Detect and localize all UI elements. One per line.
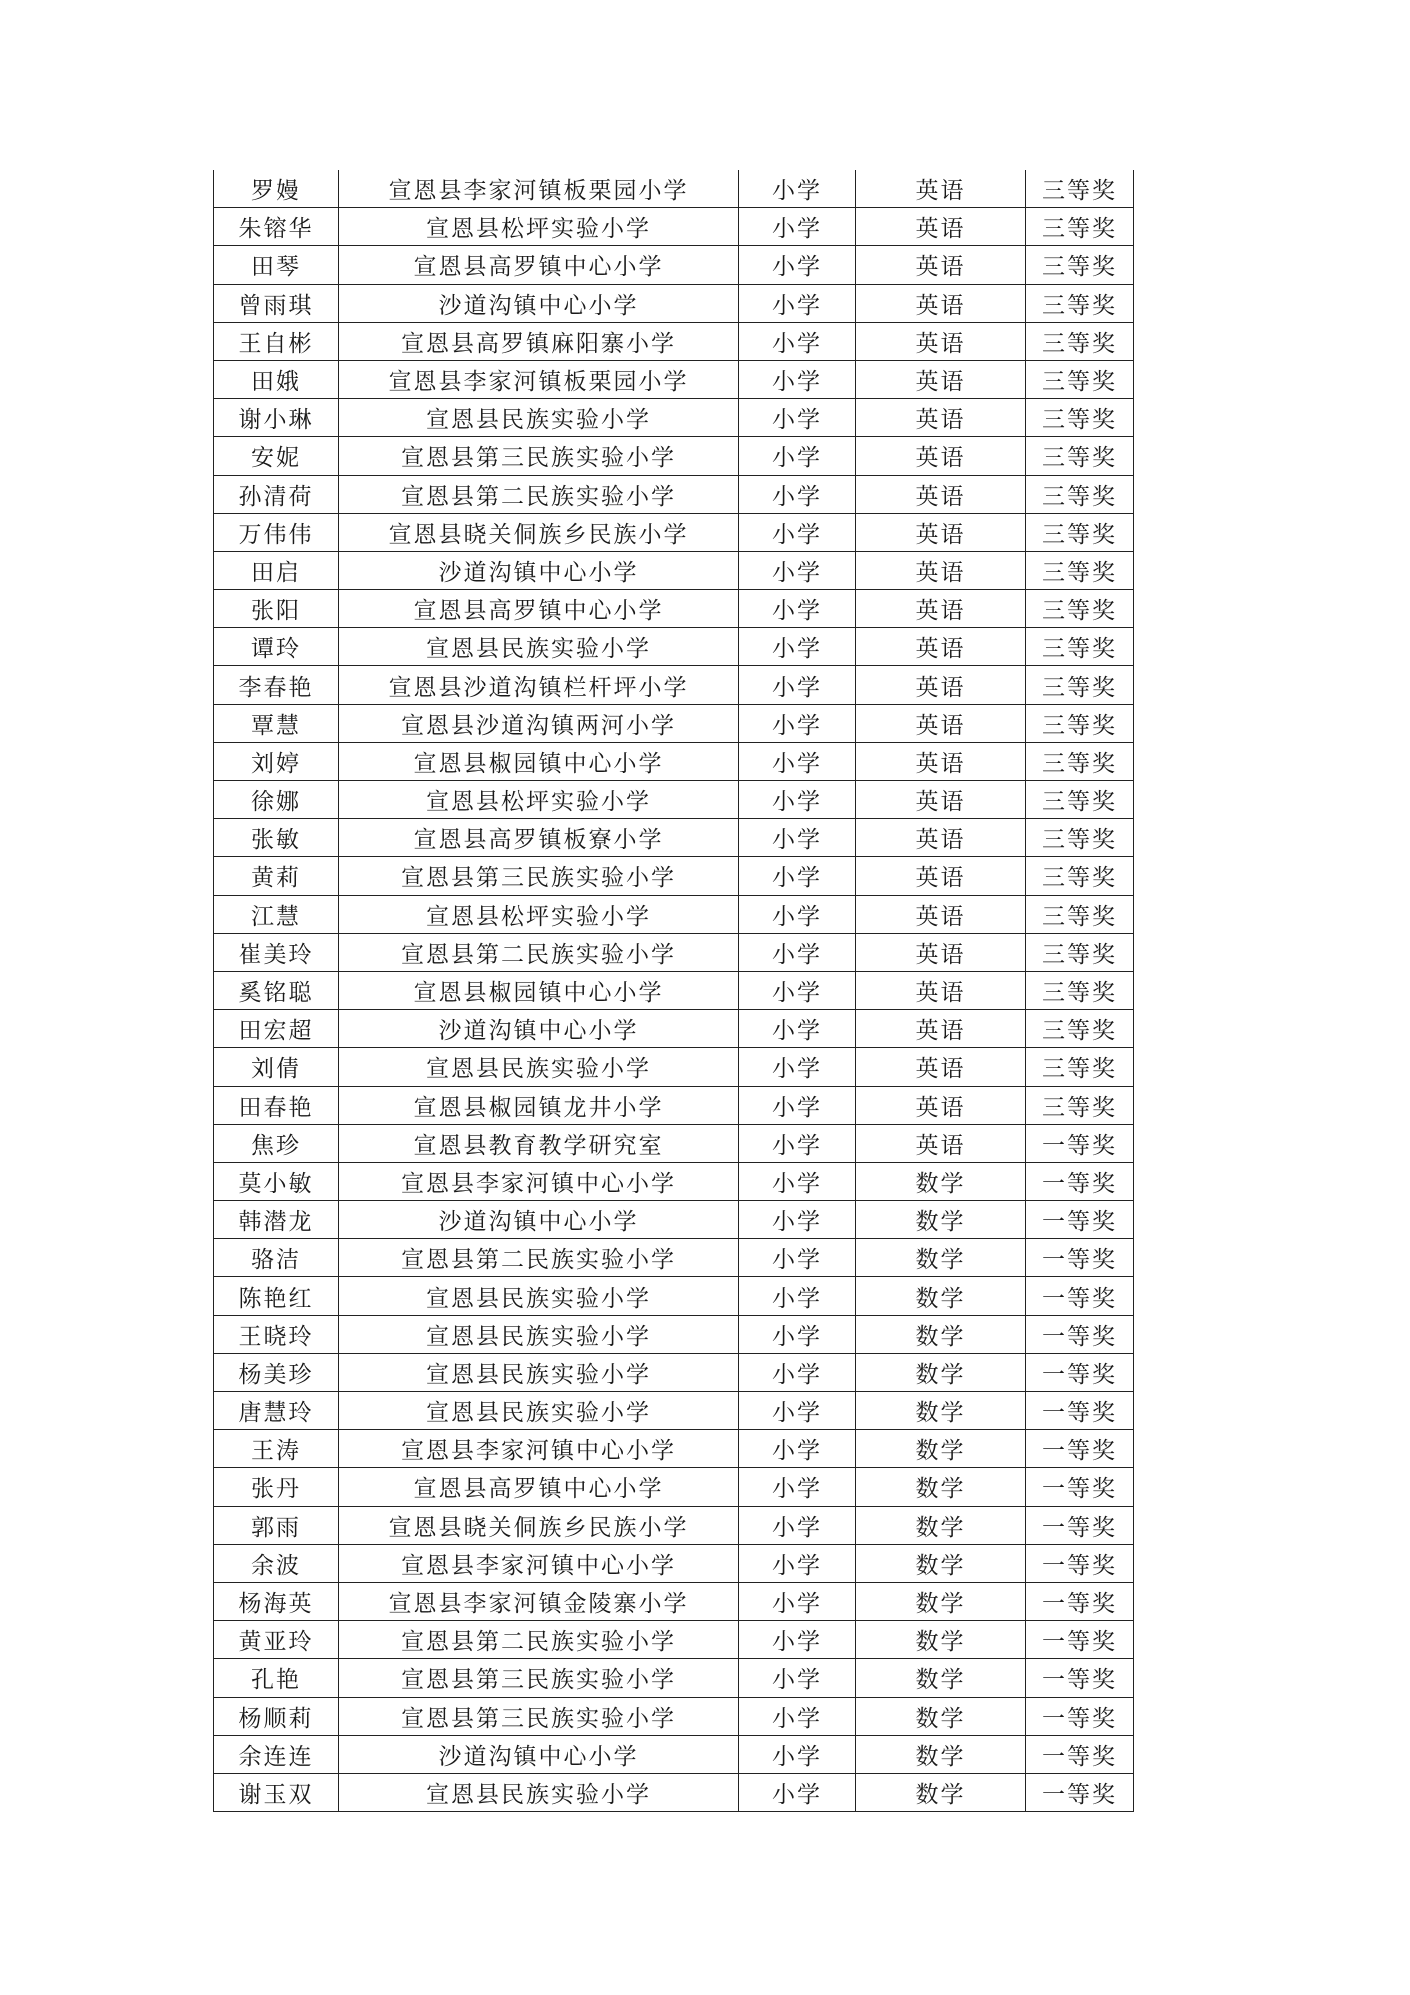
school-cell: 宣恩县民族实验小学 <box>339 1353 739 1391</box>
subject-cell: 英语 <box>856 971 1026 1009</box>
subject-cell: 数学 <box>856 1239 1026 1277</box>
school-level-cell: 小学 <box>739 1582 856 1620</box>
subject-cell: 数学 <box>856 1201 1026 1239</box>
award-cell: 一等奖 <box>1026 1544 1134 1582</box>
award-cell: 三等奖 <box>1026 1086 1134 1124</box>
school-level-cell: 小学 <box>739 590 856 628</box>
school-cell: 宣恩县第三民族实验小学 <box>339 857 739 895</box>
school-level-cell: 小学 <box>739 1773 856 1811</box>
school-cell: 沙道沟镇中心小学 <box>339 1735 739 1773</box>
teacher-name-cell: 韩潜龙 <box>214 1201 339 1239</box>
teacher-name-cell: 江慧 <box>214 895 339 933</box>
subject-cell: 英语 <box>856 475 1026 513</box>
table-row <box>214 551 1134 589</box>
school-cell: 宣恩县李家河镇中心小学 <box>339 1430 739 1468</box>
teacher-name-cell: 孙清荷 <box>214 475 339 513</box>
award-cell: 三等奖 <box>1026 781 1134 819</box>
school-cell: 宣恩县晓关侗族乡民族小学 <box>339 1506 739 1544</box>
table-row <box>214 1277 1134 1315</box>
school-level-cell: 小学 <box>739 1201 856 1239</box>
teacher-name-cell: 田娥 <box>214 360 339 398</box>
school-level-cell: 小学 <box>739 933 856 971</box>
table-row <box>214 1621 1134 1659</box>
teacher-name-cell: 郭雨 <box>214 1506 339 1544</box>
award-cell: 一等奖 <box>1026 1582 1134 1620</box>
teacher-name-cell: 田启 <box>214 551 339 589</box>
award-cell: 三等奖 <box>1026 704 1134 742</box>
school-level-cell: 小学 <box>739 1239 856 1277</box>
school-cell: 宣恩县晓关侗族乡民族小学 <box>339 513 739 551</box>
school-cell: 宣恩县李家河镇板栗园小学 <box>339 170 739 208</box>
teacher-name-cell: 刘婷 <box>214 742 339 780</box>
school-level-cell: 小学 <box>739 1162 856 1200</box>
award-cell: 三等奖 <box>1026 666 1134 704</box>
subject-cell: 数学 <box>856 1468 1026 1506</box>
school-level-cell: 小学 <box>739 1315 856 1353</box>
subject-cell: 英语 <box>856 322 1026 360</box>
award-cell: 一等奖 <box>1026 1201 1134 1239</box>
award-cell: 一等奖 <box>1026 1353 1134 1391</box>
subject-cell: 英语 <box>856 208 1026 246</box>
award-cell: 一等奖 <box>1026 1315 1134 1353</box>
subject-cell: 英语 <box>856 551 1026 589</box>
award-cell: 三等奖 <box>1026 933 1134 971</box>
subject-cell: 英语 <box>856 666 1026 704</box>
teacher-name-cell: 陈艳红 <box>214 1277 339 1315</box>
subject-cell: 英语 <box>856 1086 1026 1124</box>
award-cell: 一等奖 <box>1026 1239 1134 1277</box>
school-cell: 沙道沟镇中心小学 <box>339 1010 739 1048</box>
subject-cell: 数学 <box>856 1773 1026 1811</box>
subject-cell: 英语 <box>856 590 1026 628</box>
table-row <box>214 1430 1134 1468</box>
table-row <box>214 1048 1134 1086</box>
subject-cell: 数学 <box>856 1621 1026 1659</box>
teacher-name-cell: 杨海英 <box>214 1582 339 1620</box>
table-row <box>214 1201 1134 1239</box>
school-level-cell: 小学 <box>739 360 856 398</box>
table-row <box>214 1315 1134 1353</box>
award-cell: 一等奖 <box>1026 1162 1134 1200</box>
school-cell: 宣恩县李家河镇金陵寨小学 <box>339 1582 739 1620</box>
teacher-name-cell: 奚铭聪 <box>214 971 339 1009</box>
school-cell: 宣恩县松坪实验小学 <box>339 895 739 933</box>
teacher-name-cell: 莫小敏 <box>214 1162 339 1200</box>
school-cell: 宣恩县第三民族实验小学 <box>339 1659 739 1697</box>
teacher-name-cell: 张阳 <box>214 590 339 628</box>
teacher-name-cell: 田宏超 <box>214 1010 339 1048</box>
teacher-name-cell: 曾雨琪 <box>214 284 339 322</box>
school-cell: 沙道沟镇中心小学 <box>339 284 739 322</box>
award-cell: 一等奖 <box>1026 1506 1134 1544</box>
subject-cell: 英语 <box>856 628 1026 666</box>
award-cell: 一等奖 <box>1026 1430 1134 1468</box>
school-level-cell: 小学 <box>739 857 856 895</box>
award-cell: 三等奖 <box>1026 208 1134 246</box>
table-row <box>214 1468 1134 1506</box>
school-level-cell: 小学 <box>739 704 856 742</box>
award-cell: 三等奖 <box>1026 551 1134 589</box>
teacher-name-cell: 余连连 <box>214 1735 339 1773</box>
school-level-cell: 小学 <box>739 781 856 819</box>
teacher-name-cell: 刘倩 <box>214 1048 339 1086</box>
award-cell: 三等奖 <box>1026 971 1134 1009</box>
teacher-name-cell: 谭玲 <box>214 628 339 666</box>
table-row <box>214 1659 1134 1697</box>
table-row <box>214 819 1134 857</box>
school-cell: 宣恩县民族实验小学 <box>339 1773 739 1811</box>
award-cell: 三等奖 <box>1026 742 1134 780</box>
school-cell: 宣恩县民族实验小学 <box>339 1315 739 1353</box>
school-level-cell: 小学 <box>739 208 856 246</box>
school-cell: 宣恩县第二民族实验小学 <box>339 1621 739 1659</box>
school-cell: 宣恩县李家河镇中心小学 <box>339 1162 739 1200</box>
teacher-name-cell: 谢小琳 <box>214 399 339 437</box>
school-level-cell: 小学 <box>739 895 856 933</box>
award-cell: 三等奖 <box>1026 284 1134 322</box>
table-row <box>214 933 1134 971</box>
subject-cell: 英语 <box>856 437 1026 475</box>
subject-cell: 数学 <box>856 1659 1026 1697</box>
school-level-cell: 小学 <box>739 1392 856 1430</box>
award-cell: 一等奖 <box>1026 1468 1134 1506</box>
award-cell: 三等奖 <box>1026 590 1134 628</box>
teacher-name-cell: 田春艳 <box>214 1086 339 1124</box>
table-row <box>214 666 1134 704</box>
table-row <box>214 208 1134 246</box>
school-cell: 宣恩县第三民族实验小学 <box>339 1697 739 1735</box>
table-row <box>214 590 1134 628</box>
table-row <box>214 1697 1134 1735</box>
school-level-cell: 小学 <box>739 1735 856 1773</box>
award-cell: 三等奖 <box>1026 399 1134 437</box>
award-cell: 三等奖 <box>1026 819 1134 857</box>
school-cell: 宣恩县沙道沟镇两河小学 <box>339 704 739 742</box>
school-cell: 宣恩县民族实验小学 <box>339 1392 739 1430</box>
subject-cell: 英语 <box>856 1048 1026 1086</box>
subject-cell: 英语 <box>856 819 1026 857</box>
subject-cell: 数学 <box>856 1430 1026 1468</box>
teacher-name-cell: 崔美玲 <box>214 933 339 971</box>
teacher-name-cell: 覃慧 <box>214 704 339 742</box>
teacher-name-cell: 孔艳 <box>214 1659 339 1697</box>
school-level-cell: 小学 <box>739 246 856 284</box>
teacher-name-cell: 唐慧玲 <box>214 1392 339 1430</box>
school-level-cell: 小学 <box>739 513 856 551</box>
subject-cell: 英语 <box>856 246 1026 284</box>
teacher-name-cell: 王自彬 <box>214 322 339 360</box>
teacher-name-cell: 徐娜 <box>214 781 339 819</box>
subject-cell: 英语 <box>856 857 1026 895</box>
table-row <box>214 246 1134 284</box>
teacher-name-cell: 李春艳 <box>214 666 339 704</box>
award-cell: 三等奖 <box>1026 1010 1134 1048</box>
subject-cell: 英语 <box>856 895 1026 933</box>
table-row <box>214 742 1134 780</box>
teacher-name-cell: 王晓玲 <box>214 1315 339 1353</box>
table-row <box>214 1773 1134 1811</box>
subject-cell: 英语 <box>856 704 1026 742</box>
school-level-cell: 小学 <box>739 551 856 589</box>
subject-cell: 数学 <box>856 1506 1026 1544</box>
school-level-cell: 小学 <box>739 1010 856 1048</box>
table-row <box>214 1506 1134 1544</box>
table-row <box>214 399 1134 437</box>
subject-cell: 数学 <box>856 1544 1026 1582</box>
school-level-cell: 小学 <box>739 399 856 437</box>
school-level-cell: 小学 <box>739 170 856 208</box>
table-row <box>214 895 1134 933</box>
subject-cell: 数学 <box>856 1582 1026 1620</box>
subject-cell: 数学 <box>856 1697 1026 1735</box>
table-row <box>214 857 1134 895</box>
subject-cell: 英语 <box>856 933 1026 971</box>
award-cell: 一等奖 <box>1026 1277 1134 1315</box>
school-cell: 宣恩县椒园镇龙井小学 <box>339 1086 739 1124</box>
school-level-cell: 小学 <box>739 1506 856 1544</box>
award-cell: 三等奖 <box>1026 360 1134 398</box>
table-row <box>214 1544 1134 1582</box>
table-row <box>214 1086 1134 1124</box>
school-cell: 宣恩县第二民族实验小学 <box>339 475 739 513</box>
teacher-name-cell: 王涛 <box>214 1430 339 1468</box>
table-row <box>214 1124 1134 1162</box>
teacher-name-cell: 安妮 <box>214 437 339 475</box>
award-cell: 一等奖 <box>1026 1659 1134 1697</box>
award-cell: 三等奖 <box>1026 246 1134 284</box>
award-cell: 三等奖 <box>1026 513 1134 551</box>
school-level-cell: 小学 <box>739 971 856 1009</box>
subject-cell: 英语 <box>856 399 1026 437</box>
school-level-cell: 小学 <box>739 628 856 666</box>
subject-cell: 数学 <box>856 1392 1026 1430</box>
school-cell: 宣恩县第二民族实验小学 <box>339 933 739 971</box>
school-level-cell: 小学 <box>739 742 856 780</box>
award-cell: 一等奖 <box>1026 1697 1134 1735</box>
subject-cell: 数学 <box>856 1735 1026 1773</box>
table-row <box>214 1392 1134 1430</box>
school-level-cell: 小学 <box>739 1353 856 1391</box>
award-cell: 三等奖 <box>1026 895 1134 933</box>
school-level-cell: 小学 <box>739 666 856 704</box>
school-cell: 宣恩县高罗镇麻阳寨小学 <box>339 322 739 360</box>
teacher-name-cell: 田琴 <box>214 246 339 284</box>
award-cell: 一等奖 <box>1026 1735 1134 1773</box>
subject-cell: 数学 <box>856 1315 1026 1353</box>
subject-cell: 数学 <box>856 1353 1026 1391</box>
subject-cell: 英语 <box>856 742 1026 780</box>
school-level-cell: 小学 <box>739 1086 856 1124</box>
award-cell: 三等奖 <box>1026 628 1134 666</box>
award-cell: 一等奖 <box>1026 1392 1134 1430</box>
school-cell: 宣恩县高罗镇板寮小学 <box>339 819 739 857</box>
school-level-cell: 小学 <box>739 1697 856 1735</box>
table-row <box>214 170 1134 208</box>
school-cell: 宣恩县高罗镇中心小学 <box>339 246 739 284</box>
teacher-name-cell: 罗嫚 <box>214 170 339 208</box>
subject-cell: 英语 <box>856 170 1026 208</box>
award-table <box>213 170 1134 1812</box>
teacher-name-cell: 黄亚玲 <box>214 1621 339 1659</box>
school-level-cell: 小学 <box>739 284 856 322</box>
school-cell: 宣恩县民族实验小学 <box>339 1277 739 1315</box>
subject-cell: 数学 <box>856 1162 1026 1200</box>
award-cell: 三等奖 <box>1026 437 1134 475</box>
table-row <box>214 1582 1134 1620</box>
table-row <box>214 475 1134 513</box>
school-cell: 宣恩县第三民族实验小学 <box>339 437 739 475</box>
school-cell: 宣恩县民族实验小学 <box>339 1048 739 1086</box>
table-row <box>214 781 1134 819</box>
school-level-cell: 小学 <box>739 1621 856 1659</box>
table-row <box>214 437 1134 475</box>
school-cell: 宣恩县高罗镇中心小学 <box>339 1468 739 1506</box>
award-cell: 一等奖 <box>1026 1124 1134 1162</box>
table-row <box>214 1010 1134 1048</box>
school-level-cell: 小学 <box>739 1544 856 1582</box>
award-cell: 三等奖 <box>1026 857 1134 895</box>
school-cell: 宣恩县松坪实验小学 <box>339 781 739 819</box>
school-cell: 宣恩县沙道沟镇栏杆坪小学 <box>339 666 739 704</box>
award-cell: 三等奖 <box>1026 475 1134 513</box>
teacher-name-cell: 黄莉 <box>214 857 339 895</box>
school-cell: 宣恩县教育教学研究室 <box>339 1124 739 1162</box>
subject-cell: 英语 <box>856 513 1026 551</box>
school-level-cell: 小学 <box>739 1048 856 1086</box>
subject-cell: 英语 <box>856 1010 1026 1048</box>
teacher-name-cell: 余波 <box>214 1544 339 1582</box>
table-row <box>214 704 1134 742</box>
school-cell: 宣恩县第二民族实验小学 <box>339 1239 739 1277</box>
table-row <box>214 284 1134 322</box>
school-cell: 宣恩县李家河镇中心小学 <box>339 1544 739 1582</box>
table-row <box>214 628 1134 666</box>
table-row <box>214 322 1134 360</box>
award-cell: 一等奖 <box>1026 1773 1134 1811</box>
school-level-cell: 小学 <box>739 1277 856 1315</box>
table-row <box>214 1353 1134 1391</box>
subject-cell: 英语 <box>856 360 1026 398</box>
teacher-name-cell: 张丹 <box>214 1468 339 1506</box>
table-row <box>214 971 1134 1009</box>
teacher-name-cell: 杨美珍 <box>214 1353 339 1391</box>
school-cell: 沙道沟镇中心小学 <box>339 551 739 589</box>
award-cell: 一等奖 <box>1026 1621 1134 1659</box>
school-cell: 宣恩县松坪实验小学 <box>339 208 739 246</box>
teacher-name-cell: 焦珍 <box>214 1124 339 1162</box>
subject-cell: 英语 <box>856 284 1026 322</box>
teacher-name-cell: 张敏 <box>214 819 339 857</box>
table-row <box>214 1239 1134 1277</box>
award-cell: 三等奖 <box>1026 322 1134 360</box>
teacher-name-cell: 骆洁 <box>214 1239 339 1277</box>
school-level-cell: 小学 <box>739 1124 856 1162</box>
school-level-cell: 小学 <box>739 819 856 857</box>
school-level-cell: 小学 <box>739 1468 856 1506</box>
table-row <box>214 1162 1134 1200</box>
school-cell: 宣恩县高罗镇中心小学 <box>339 590 739 628</box>
subject-cell: 数学 <box>856 1277 1026 1315</box>
school-cell: 宣恩县椒园镇中心小学 <box>339 742 739 780</box>
school-level-cell: 小学 <box>739 322 856 360</box>
award-cell: 三等奖 <box>1026 1048 1134 1086</box>
school-cell: 宣恩县李家河镇板栗园小学 <box>339 360 739 398</box>
school-cell: 宣恩县民族实验小学 <box>339 628 739 666</box>
teacher-name-cell: 杨顺莉 <box>214 1697 339 1735</box>
table-row <box>214 1735 1134 1773</box>
award-cell: 三等奖 <box>1026 170 1134 208</box>
school-cell: 沙道沟镇中心小学 <box>339 1201 739 1239</box>
subject-cell: 英语 <box>856 781 1026 819</box>
teacher-name-cell: 万伟伟 <box>214 513 339 551</box>
award-table-body <box>214 170 1134 1812</box>
school-cell: 宣恩县民族实验小学 <box>339 399 739 437</box>
table-row <box>214 360 1134 398</box>
school-level-cell: 小学 <box>739 1430 856 1468</box>
teacher-name-cell: 朱镕华 <box>214 208 339 246</box>
school-level-cell: 小学 <box>739 1659 856 1697</box>
school-level-cell: 小学 <box>739 437 856 475</box>
school-cell: 宣恩县椒园镇中心小学 <box>339 971 739 1009</box>
school-level-cell: 小学 <box>739 475 856 513</box>
subject-cell: 英语 <box>856 1124 1026 1162</box>
teacher-name-cell: 谢玉双 <box>214 1773 339 1811</box>
table-row <box>214 513 1134 551</box>
